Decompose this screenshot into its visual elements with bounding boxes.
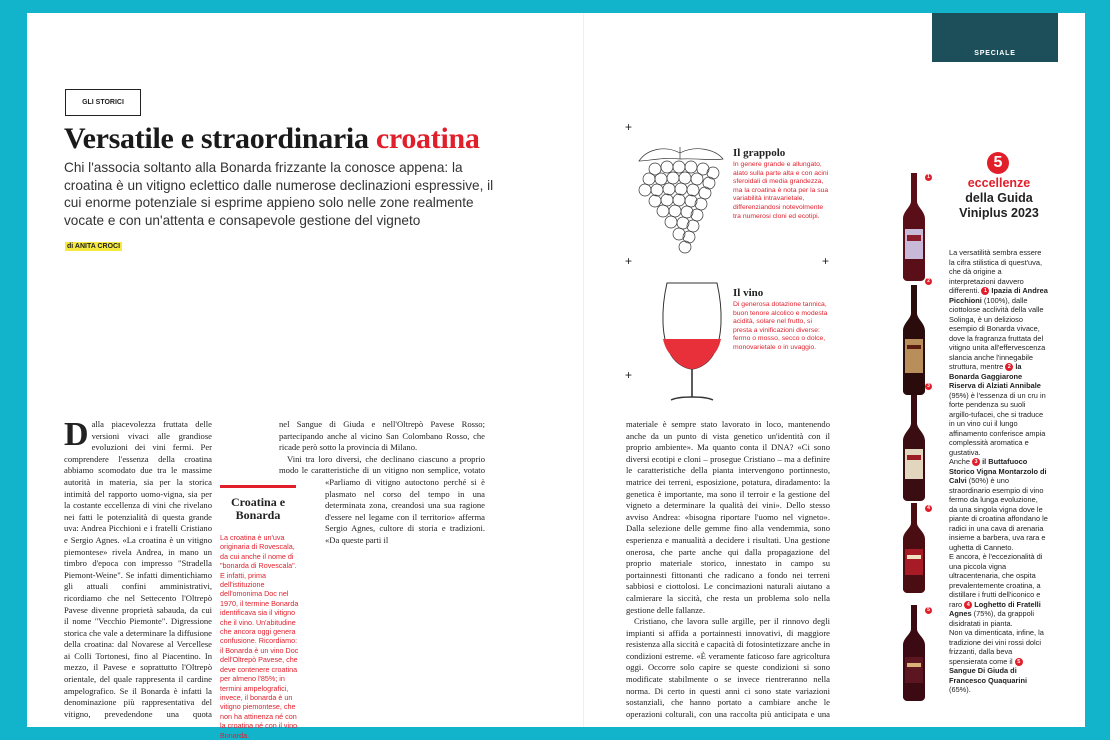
eccellenze-intro: La versatilità sembra essere la cifra stilistica di quest'uva, che dà origine a interpretazioni davvero differenti. <box>949 248 1043 295</box>
eccellenze-heading <box>940 176 1058 221</box>
section-label: SPECIALE <box>932 13 1058 62</box>
plus-mark: + <box>625 254 633 268</box>
eccellenze-text <box>949 248 1048 695</box>
title-accent: croatina <box>375 122 480 155</box>
column-2-intro: nel Sangue di Giuda e nell'Oltrepò Pavese Rosso; partecipando anche al vicino San Colombano Rosso, che ricade però sotto la provincia di Milano. <box>279 419 485 453</box>
article-lead: Chi l'associa soltanto alla Bonarda frizzante la conosce appena: la croatina è un vitigno eclettico dalle numerose declinazioni espressive, il cui enorme potenziale si esprime appieno solo nelle zone realmente vocate e con un'attenta e consapevole gestione del vigneto <box>64 160 494 228</box>
drop-cap: D <box>64 419 89 453</box>
wine-number-badge: 4 <box>964 601 972 609</box>
wine-description: Anche <box>949 457 970 466</box>
column-2-para-2: «Parliamo di vitigno autoctono perché si è plasmato nel corso del tempo in una determinata zona, creandosi una sua ragione d'essere nel legame con il territorio» afferma Sergio Agnes, cultore di storia e tradizioni. «Da queste parti il <box>325 477 485 545</box>
wine-bottle-icon <box>899 395 929 501</box>
title-main: Versatile e straordinaria <box>64 122 376 155</box>
wine-name: Loghetto di Fratelli Agnes <box>949 599 1041 618</box>
wine-number-badge: 1 <box>981 287 989 295</box>
wine-bottle-icon <box>899 173 929 281</box>
grappolo-text: In genere grande e allungato, alato sulla parte alta e con acini sferoidali di media grandezza, ma la croatina è nota per la sua variabilità intravarietale, differenziandosi notevolmente tra numerosi cloni ed ecotipi. <box>733 161 829 220</box>
article-column-3 <box>626 419 830 719</box>
plus-mark: + <box>822 254 830 268</box>
wine-description: (65%). <box>949 685 971 694</box>
vino-title: Il vino <box>733 287 764 299</box>
grappolo-title: Il grappolo <box>733 147 786 159</box>
sidebar-text: La croatina è un'uva originaria di Rovescala, da cui anche il nome di "bonarda di Rovescala". E infatti, prima dell'istituzione dell'omonima Doc nel 1970, il termine Bonarda identificava sia il vitigno che il vino. Un'abitudine che ancora oggi genera confusione. Ricordiamo: il Bonarda è un vino Doc dell'Oltrepò Pavese, che deve contenere croatina per almeno l'85%; in termini ampelografici, invece, il bonarda è un vitigno piemontese, che non ha attinenza né con la croatina né con il vino Bonarda. <box>220 533 299 740</box>
wine-name: Ipazia di Andrea Picchioni <box>949 286 1048 305</box>
plus-mark: + <box>625 368 633 382</box>
vino-text: Di generosa dotazione tannica, buon tenore alcolico e modesta acidità, solare nel frutto, si presta a vinificazioni diverse: fermo o mosso, secco o dolce, monovarietale o in uvaggio. <box>733 301 828 351</box>
article-column-1 <box>64 419 212 719</box>
column-3-para-2: Cristiano, che lavora sulle argille, per il rinnovo degli impianti si affida a portainnesti innovativi, di maggiore resistenza alla siccità e capacità di fotosintetizzare anche in condizioni estreme. «È veramente faticoso fare agricoltura oggi. Occorre solo capire se queste condizioni si sono modificate stabilmente o se invece rientreranno nella norma. Di certo in questi anni ci sono state variazioni sostanziali, che hanno portato a cambiare anche le operazioni colturali, con una raccolta più anticipata e una <box>626 616 830 719</box>
wine-bottle-icon <box>899 285 929 395</box>
eccellenze-word: eccellenze <box>967 176 1031 190</box>
bottle-number: 2 <box>925 278 932 285</box>
wine-description: (50%) è uno straordinario esempio di vino fermo da lunga evoluzione, da una singola vigna dove le piante di croatina affondano le radici in una cava di arenaria insieme a barbera, uva rara e ughetta di Canneto. <box>949 476 1048 552</box>
wine-number-badge: 2 <box>1005 363 1013 371</box>
eccellenze-number: 5 <box>987 152 1009 174</box>
byline: di ANITA CROCI <box>67 243 121 250</box>
wine-description: (100%), dalle ciottolose acclività della valle Solinga, è un delizioso esempio di Bonarda vivace, dove la fragranza fruttata del vitigno unita all'effervescenza slancia anche l'innegabile struttura, mentre <box>949 295 1046 371</box>
eccellenze-line-3: Viniplus 2023 <box>959 206 1039 220</box>
sidebar-title: Croatina e Bonarda <box>220 485 296 522</box>
wine-bottle-icon <box>899 605 929 701</box>
article-column-2 <box>325 477 485 719</box>
wine-name: il Buttafuoco Storico Vigna Montarzolo di Calvi <box>949 457 1047 485</box>
eccellenze-line-2: della Guida <box>965 191 1033 205</box>
plus-mark: + <box>625 120 633 134</box>
magazine-spread <box>27 13 1085 740</box>
wine-number-badge: 5 <box>1015 658 1023 666</box>
wine-name: la Bonarda Gaggiarone Riserva di Alziati Annibale <box>949 362 1041 390</box>
bottle-number: 1 <box>925 174 932 181</box>
grape-cluster-icon <box>625 143 735 258</box>
section-tag: GLI STORICI <box>65 89 141 116</box>
wine-description: E ancora, è l'eccezionalità di una piccola vigna ultracentenaria, che ospita prevalentemente croatina, a distillare i frutti dell'iconico e raro <box>949 552 1043 609</box>
column-1-text: alla piacevolezza fruttata delle versioni vivaci alle grandiose evoluzioni dei vini fermi. Per comprendere l'essenza della croatina abbiamo scomodato due tra le massime autorità in materia, sia per la storica intimità del rapporto uomo-vigna, sia per la costante eccellenza di vini che rivelano nei fatti le potenzialità di questa grande uva: Andrea Picchioni e i fratelli Cristiano e Sergio Agnes. «La croatina è un vitigno piemontese» rivela Andrea, in mano un timbro d'epoca con impresso "Stradella Piemont-Weine". Se infatti dimentichiamo gli attuali confini amministrativi, ricordiamo che nel Settecento l'Oltrepò Pavese divenne proprietà sabauda, da cui il nome "Vecchio Piemonte". Digressione storica che vale a determinare la diffusione della croatina: dal Novarese al Vercellese ai Colli Tortonesi, fino al Piacentino. In mezzo, il Pavese e soprattutto l'Oltrepò orientale, del quale rappresenta il cardine ampelografico. Se il Bonarda è infatti la denominazione più rappresentativa del vitigno, prevedendone una quota <box>64 419 212 719</box>
page-gutter <box>583 13 584 727</box>
article-column-2-top <box>279 419 485 477</box>
bottle-number: 4 <box>925 505 932 512</box>
wine-name: Sangue Di Giuda di Francesco Quaquarini <box>949 666 1028 685</box>
bottle-number: 3 <box>925 383 932 390</box>
wine-glass-icon <box>657 279 727 405</box>
wine-number-badge: 3 <box>972 458 980 466</box>
column-2-para-1: Vini tra loro diversi, che declinano ciascuno a proprio modo le caratteristiche di un vitigno non semplice, votato <box>279 453 485 476</box>
wine-description: (75%), da grappoli disidratati in pianta. <box>949 609 1035 628</box>
bottle-number: 5 <box>925 607 932 614</box>
column-3-para-1: materiale è sempre stato lavorato in loco, mantenendo anche da un punto di vista genetico un'identità con il proprio ambiente». Ma quanto conta il DNA? «Ci sono diversi ecotipi e cloni – prosegue Cristiano – ma a definire le caratteristiche della pianta intervengono portinnesto, matrice dei terreni, esposizione, potatura, diradamento: la genetica è importante, ma sono il terroir e la gestione del vigneto a determinare la qualità dei vini». Dello stesso avviso Andrea: «bisogna riportare l'uomo nel vigneto». Dalla selezione delle gemme fino alla vendemmia, sono esperienza e manualità a decidere i risultati. Una gestione onerosa, che parte anche qui dalla propagazione del proprio materiale storico, innestato in campo su portainnesti fittonanti che radicano a fondo nei terreni sabbiosi e ciottolosi. Le concimazioni naturali aiutano a calmierare la siccità, che resta un problema solo nella gestione delle fallanze. <box>626 419 830 615</box>
wine-description: (95%) è l'essenza di un cru in forte pendenza su suoli argillo-tufacei, che si traduce in un vino cui il lungo affinamento conferisce ampia complessità aromatica e gustativa. <box>949 390 1046 457</box>
article-title <box>64 122 480 156</box>
wine-description: Non va dimenticata, infine, la tradizione dei vini rossi dolci frizzanti, dalla beva spensierata come il <box>949 628 1044 666</box>
wine-bottle-icon <box>899 503 929 593</box>
